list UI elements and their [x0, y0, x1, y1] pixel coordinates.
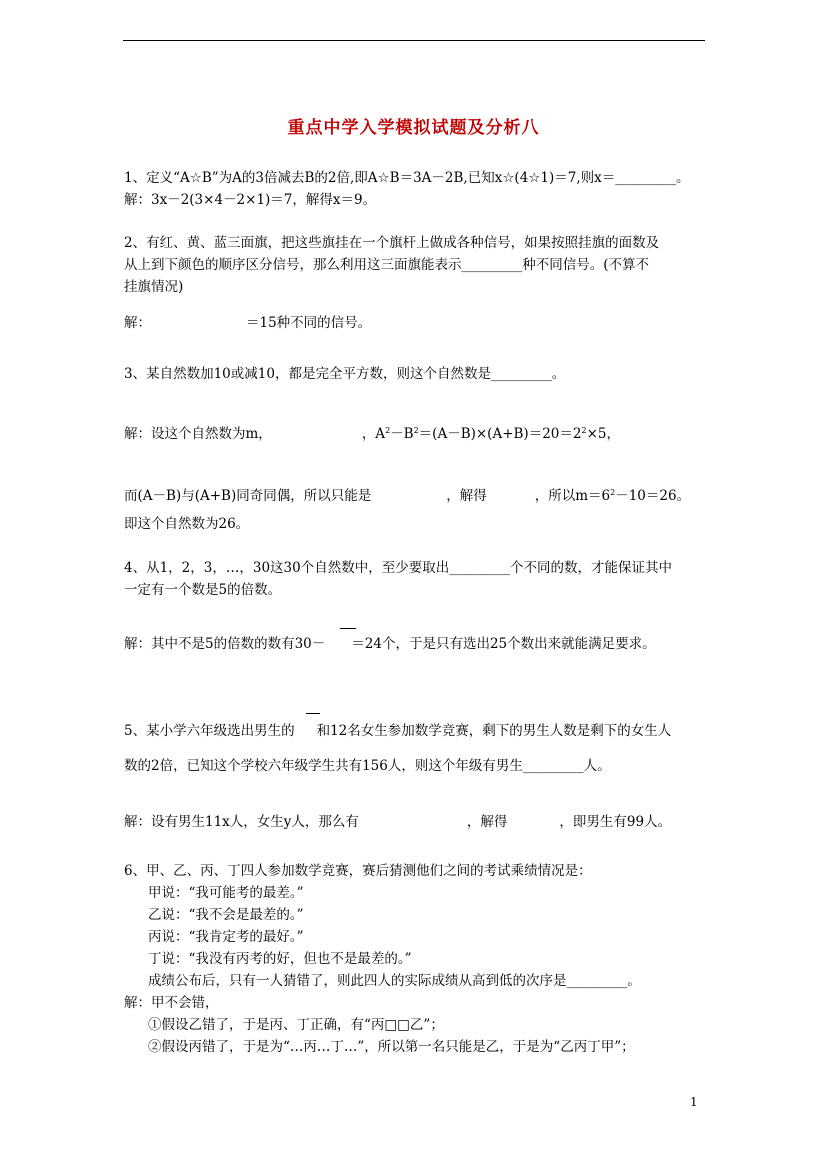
q5-fraction-bar: [306, 713, 320, 714]
q6-solution-1: ①假设乙错了，于是丙、丁正确，有“丙□□乙”；: [148, 1017, 444, 1033]
q1-question: 1、定义“A☆B”为A的3倍减去B的2倍,即A☆B＝3A－2B,已知x☆(4☆1)＝7,则x＝_________。: [124, 170, 690, 186]
q4-sol-a: 解：其中不是5的倍数的数有30－: [124, 636, 326, 652]
q2-solution: [124, 313, 371, 333]
q3-sol1-prefix: 解：设这个自然数为m，: [124, 426, 272, 442]
q2-solution-suffix: ＝15种不同的信号。: [246, 315, 372, 331]
q5-line1-a: 5、某小学六年级选出男生的: [124, 723, 295, 739]
q5-sol-a: 解：设有男生11x人，女生y人，那么有: [124, 814, 359, 830]
q6-solution-0: 解：甲不会错，: [124, 995, 219, 1011]
q4-sol-b: ＝24个，于是只有选出25个数出来就能满足要求。: [351, 636, 656, 652]
q5-line2: 数的2倍，已知这个学校六年级学生共有156人，则这个年级有男生_________人。: [124, 758, 611, 774]
q6-line1: 6、甲、乙、丙、丁四人参加数学竞赛，赛后猜测他们之间的考试乘绩情况是：: [124, 863, 592, 879]
q2-line2: 从上到下颜色的顺序区分信号，那么利用这三面旗能表示_________种不同信号。(不算不: [124, 257, 650, 273]
q3-sol1-end: ×5，: [586, 426, 620, 442]
q5-line1: [124, 721, 671, 741]
q3-sol2-a: 而(A－B)与(A+B)同奇同偶，所以只能是: [124, 488, 372, 504]
q6-yi: 乙说：“我不会是最差的。”: [148, 907, 304, 923]
q6-bing: 丙说：“我肯定考的最好。”: [148, 929, 304, 945]
q2-line1: 2、有红、黄、蓝三面旗，把这些旗挂在一个旗杆上做成各种信号，如果按照挂旗的面数及: [124, 235, 660, 251]
q6-result: 成绩公布后，只有一人猜错了，则此四人的实际成绩从高到低的次序是_________。: [148, 973, 641, 989]
q3-sol1-mid: ，A: [361, 426, 386, 442]
q2-solution-prefix: 解：: [124, 315, 151, 331]
page-number: 1: [690, 1095, 698, 1109]
page-title: 重点中学入学模拟试题及分析八: [287, 118, 540, 138]
q3-exp-a: 2: [385, 426, 391, 435]
q5-solution: [124, 812, 671, 832]
q3-sol1-rest: ＝(A－B)×(A+B)＝20＝2: [418, 426, 582, 442]
q3-sol2-d: －10＝26。: [615, 488, 691, 504]
q3-sol2-b: ，解得: [446, 488, 487, 504]
q6-solution-2: ②假设丙错了，于是为“…丙…丁…”，所以第一名只能是乙，于是为“乙丙丁甲”；: [148, 1039, 635, 1055]
q4-fraction-bar: [340, 628, 356, 629]
q6-jia: 甲说：“我可能考的最差。”: [148, 885, 304, 901]
q3-sol2-c: ，所以m＝6: [534, 488, 611, 504]
q2-line3: 挂旗情况): [124, 279, 184, 295]
q6-ding: 丁说：“我没有丙考的好，但也不是最差的。”: [148, 951, 412, 967]
q3-solution-2: [124, 486, 690, 506]
q3-question: 3、某自然数加10或减10，都是完全平方数，则这个自然数是_________。: [124, 366, 566, 382]
q5-sol-c: ，即男生有99人。: [559, 814, 672, 830]
q5-sol-b: ，解得: [466, 814, 508, 830]
header-rule: [123, 40, 705, 41]
q3-solution-3: 即这个自然数为26。: [124, 516, 250, 532]
q3-solution-1: [124, 424, 620, 444]
q4-solution: [124, 634, 656, 654]
q4-line2: 一定有一个数是5的倍数。: [124, 582, 282, 598]
q3-exp-b: 2: [413, 426, 419, 435]
q5-line1-b: 和12名女生参加数学竞赛，剩下的男生人数是剩下的女生人: [316, 723, 672, 739]
q3-exp-d: 2: [610, 488, 616, 497]
q1-solution: 解：3x－2(3×4－2×1)＝7，解得x＝9。: [124, 192, 377, 208]
q4-line1: 4、从1，2，3，…，30这30个自然数中，至少要取出_________个不同的数，才能保证其中: [124, 560, 672, 576]
q3-sol1-b: －B: [390, 426, 414, 442]
q3-exp-c: 2: [581, 426, 587, 435]
